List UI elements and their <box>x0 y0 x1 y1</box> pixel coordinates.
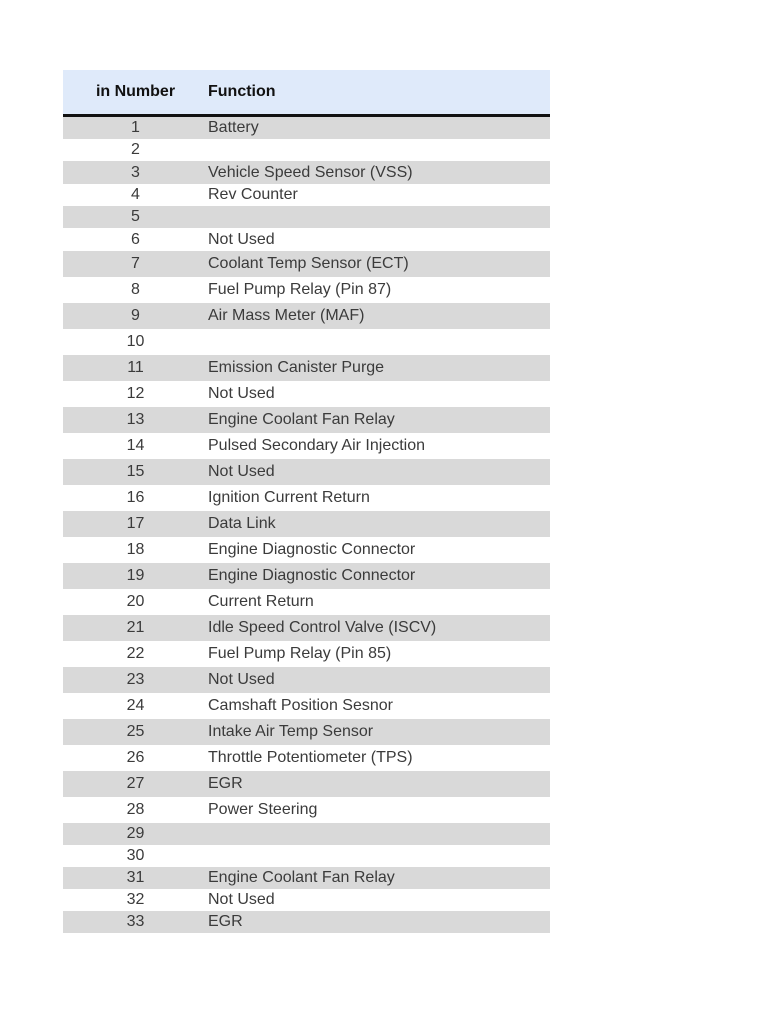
pin-number-cell: 17 <box>126 515 145 532</box>
function-cell: Data Link <box>208 515 276 532</box>
table-row <box>63 228 550 251</box>
table-row <box>63 615 550 641</box>
function-cell: Coolant Temp Sensor (ECT) <box>208 255 409 272</box>
pin-number-cell: 14 <box>126 437 145 454</box>
pin-number-cell: 11 <box>127 359 144 376</box>
pin-number-cell: 21 <box>126 619 145 636</box>
table-header <box>63 70 550 117</box>
table-row <box>63 719 550 745</box>
pin-number-cell: 1 <box>131 119 140 136</box>
table-row <box>63 889 550 911</box>
table-row <box>63 206 550 228</box>
pin-number-cell: 33 <box>126 913 145 930</box>
table-row <box>63 511 550 537</box>
pin-number-cell: 31 <box>126 869 145 886</box>
function-cell: Not Used <box>208 891 275 908</box>
pin-number-cell: 24 <box>126 697 145 714</box>
pin-number-cell: 7 <box>131 255 140 272</box>
pin-number-cell: 10 <box>126 333 145 350</box>
pin-number-cell: 9 <box>131 307 140 324</box>
table-row <box>63 139 550 161</box>
pin-number-cell: 12 <box>126 385 145 402</box>
table-row <box>63 184 550 206</box>
table-row <box>63 845 550 867</box>
function-cell: Camshaft Position Sesnor <box>208 697 393 714</box>
function-cell: Fuel Pump Relay (Pin 85) <box>208 645 392 662</box>
table-row <box>63 537 550 563</box>
pin-number-cell: 6 <box>131 230 140 248</box>
pin-number-cell: 5 <box>131 208 140 225</box>
pin-function-table <box>63 70 550 933</box>
table-row <box>63 381 550 407</box>
function-cell: Ignition Current Return <box>208 489 370 506</box>
function-cell: Not Used <box>208 230 275 248</box>
pin-number-cell: 16 <box>126 489 145 506</box>
table-row <box>63 355 550 381</box>
function-cell: Not Used <box>208 671 275 688</box>
function-cell: Vehicle Speed Sensor (VSS) <box>208 163 413 181</box>
table-row <box>63 303 550 329</box>
function-cell: EGR <box>208 913 243 930</box>
pin-number-cell: 32 <box>126 891 145 908</box>
function-cell: Engine Diagnostic Connector <box>208 567 416 584</box>
function-cell: Not Used <box>208 385 275 402</box>
table-row <box>63 485 550 511</box>
pin-number-cell: 23 <box>126 671 145 688</box>
pin-number-cell: 8 <box>131 281 140 298</box>
table-row <box>63 277 550 303</box>
pin-number-cell: 3 <box>131 163 140 181</box>
pin-number-cell: 28 <box>126 801 145 818</box>
function-cell: Pulsed Secondary Air Injection <box>208 437 426 454</box>
function-cell: Engine Diagnostic Connector <box>208 541 416 558</box>
pin-number-cell: 27 <box>126 775 145 792</box>
function-cell: Engine Coolant Fan Relay <box>208 411 395 428</box>
header-pin-number: in Number <box>95 83 176 100</box>
pin-number-cell: 15 <box>126 463 145 480</box>
table-row <box>63 433 550 459</box>
table-row <box>63 693 550 719</box>
pin-number-cell: 4 <box>131 186 140 203</box>
pin-number-cell: 20 <box>126 593 145 610</box>
function-cell: Not Used <box>208 463 275 480</box>
pin-number-cell: 22 <box>126 645 145 662</box>
pin-number-cell: 18 <box>126 541 145 558</box>
function-cell: Battery <box>208 119 259 136</box>
table-row <box>63 563 550 589</box>
function-cell: Fuel Pump Relay (Pin 87) <box>208 281 392 298</box>
function-cell: Power Steering <box>208 801 318 818</box>
table-row <box>63 771 550 797</box>
pin-number-cell: 19 <box>126 567 145 584</box>
header-function: Function <box>208 83 276 100</box>
table-row <box>63 797 550 823</box>
table-row <box>63 459 550 485</box>
table-row <box>63 329 550 355</box>
function-cell: Intake Air Temp Sensor <box>208 723 374 740</box>
function-cell: Rev Counter <box>208 186 298 203</box>
pin-number-cell: 25 <box>126 723 145 740</box>
function-cell: Emission Canister Purge <box>208 359 385 376</box>
table-row <box>63 161 550 184</box>
function-cell: Idle Speed Control Valve (ISCV) <box>208 619 437 636</box>
function-cell: Air Mass Meter (MAF) <box>208 307 365 324</box>
pin-number-cell: 26 <box>126 749 145 766</box>
function-cell: Throttle Potentiometer (TPS) <box>208 749 413 766</box>
table-row <box>63 641 550 667</box>
function-cell: EGR <box>208 775 243 792</box>
table-row <box>63 867 550 889</box>
table-row <box>63 911 550 933</box>
table-body <box>63 117 550 933</box>
pin-number-cell: 30 <box>126 847 145 864</box>
pin-number-cell: 2 <box>131 141 140 158</box>
table-row <box>63 667 550 693</box>
table-row <box>63 251 550 277</box>
table-row <box>63 745 550 771</box>
table-row <box>63 117 550 139</box>
pin-number-cell: 13 <box>126 411 145 428</box>
function-cell: Current Return <box>208 593 314 610</box>
table-row <box>63 589 550 615</box>
table-row <box>63 823 550 845</box>
pin-number-cell: 29 <box>126 825 145 842</box>
table-row <box>63 407 550 433</box>
function-cell: Engine Coolant Fan Relay <box>208 869 395 886</box>
